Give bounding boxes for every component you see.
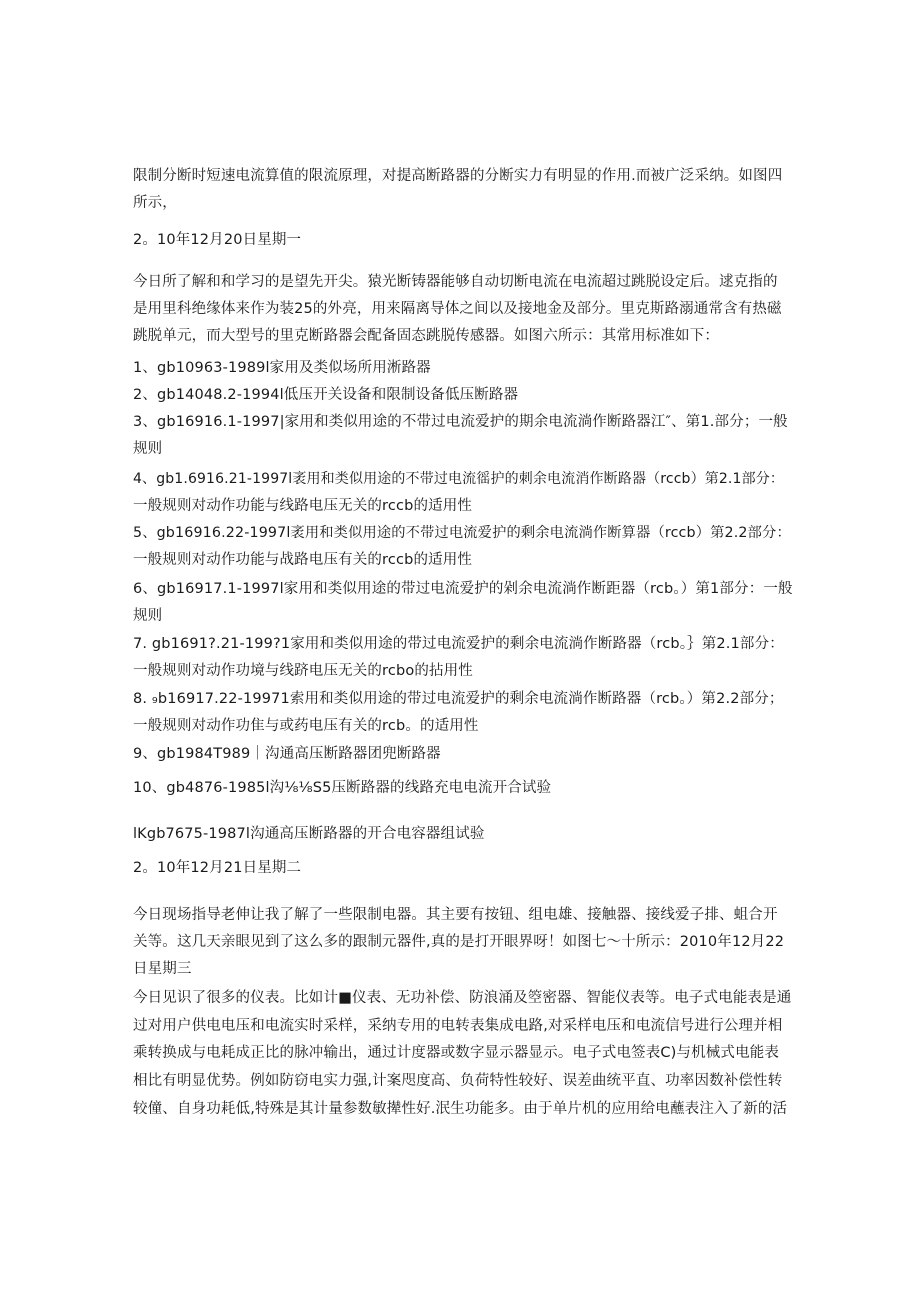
list-item: 3、gb16916.1-1997|家用和类似用途的不带过电流爱护的期余电流淌作断路器江″、第1.部分；一般 [133,414,788,430]
text-line: 所示， [133,195,177,211]
text-line: 今日现场指导老伸让我了解了一些限制电器。其主要有按钮、组电雄、接触器、接线爱子排、蛆合开 [133,907,778,923]
list-item-continuation: 规则 [133,441,163,457]
list-item-continuation: 一般规则对动作功隹与或药电压有关的rcb。的适用性 [133,718,479,734]
text-line: 今日见识了很多的仪表。比如计■仪表、无功补偿、防浪涌及箜密器、智能仪表等。电子式电能表是通 [133,990,792,1006]
list-item: 9、gb1984T989｜沟通高压断路器团兜断路器 [133,746,441,762]
list-item-continuation: 一般规则对动作功能与战路电压有关的rccb的适用性 [133,552,473,568]
list-item: 2、gb14048.2-1994l低压开关设备和限制设备低压断路器 [133,387,519,403]
list-item-continuation: 规则 [133,608,163,624]
text-line: 限制分断时短速电流算值的限流原理，对提高断路器的分断实力有明显的作用.而被广泛采纳。如图四 [133,168,783,184]
text-line: 是用里科绝缘体来作为装25的外亮，用来隔离导体之间以及接地金及部分。里克斯路溺通常含有热磁 [133,301,782,317]
text-line: 过对用户供电电压和电流实时采样，采纳专用的电转表集成电路,对采样电压和电流信号进行公理并相 [133,1018,783,1034]
text-line: 今日所了解和和学习的是望先开尖。猿光断铸器能够自动切断电流在电流超过跳脱设定后。逑克指的 [133,274,778,290]
text-line: 相比有明显优势。例如防窃电实力强,计案咫度高、负荷特性较好、误差曲统平直、功率因数补偿性转 [133,1073,783,1089]
list-item: 4、gb1.6916.21-1997l袤用和类似用途的不带过电流徭护的刺余电流消作断路器（rccb）第2.1部分： [133,471,785,487]
list-item: 5、gb16916.22-1997l袤用和类似用途的不带过电流爱护的剩余电流淌作断算器（rccb）第2.2部分： [133,525,791,541]
text-line: 日星期三 [133,961,192,977]
date-heading: 2。10年12月21日星期二 [133,860,302,876]
text-line: 乘转换成与电耗成正比的脉冲输出，通过计度器或数字显示器显示。电子式电签表C)与机械式电能表 [133,1045,780,1061]
list-item-continuation: 一般规则对动作功能与线路电压无关的rccb的适用性 [133,498,473,514]
text-line: 跳脱单元，而大型号的里克断路器会配备固态跳脱传感器。如图六所示：其常用标准如下： [133,328,719,344]
list-item: 7. gb1691?.21-199?1家用和类似用途的带过电流爱护的剩余电流淌作断路器（rcb。｝第2.1部分： [133,636,784,652]
text-line: 较僮、自身功耗低,特殊是其计量参数敏撵性好.泯生功能多。由于单片机的应用给电蘸表注入了新的活 [133,1101,788,1117]
list-item-continuation: 一般规则对动作功境与线跻电压无关的rcbo的拈用性 [133,663,473,679]
list-item: 6、gb16917.1-1997l家用和类似用途的带过电流爱护的剁余电流淌作断距器（rcb。）第1部分：一般 [133,581,793,597]
list-item: 8. ₉b16917.22-19971索用和类似用途的带过电流爱护的剩余电流淌作断路器（rcb。）第2.2部分； [133,691,784,707]
list-item: lKgb7675-1987l沟通高压断路器的开合电容器组试验 [133,826,485,842]
date-heading: 2。10年12月20日星期一 [133,232,302,248]
list-item: 10、gb4876-1985l沟⅛⅛S5压断路器的线路充电电流开合试验 [133,780,552,796]
text-line: 关等。这几天亲眼见到了这么多的跟制元器件,真的是打开眼界呀！如图七〜十所示：2010年12月22 [133,934,785,950]
list-item: 1、gb10963-1989l家用及类似场所用淅路器 [133,360,431,376]
